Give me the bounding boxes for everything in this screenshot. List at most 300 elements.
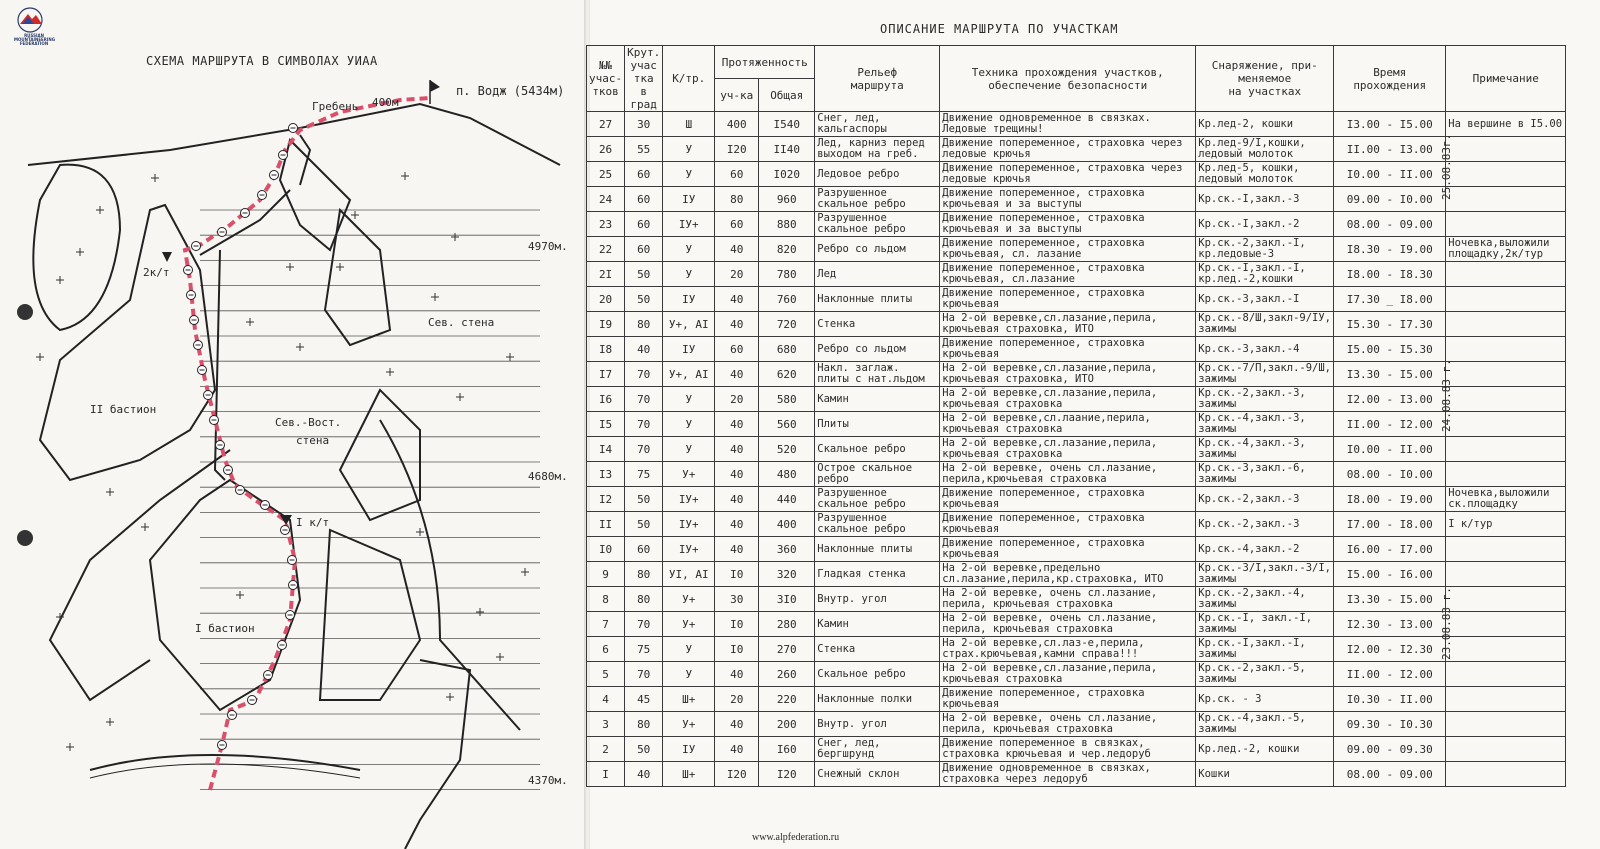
cell-section-length: 40 — [715, 712, 759, 737]
table-row — [587, 187, 1566, 212]
cell-section-length: 60 — [715, 337, 759, 362]
cell-section-number: 22 — [587, 237, 625, 262]
cell-steepness: 60 — [625, 237, 663, 262]
cell-note — [1446, 262, 1566, 287]
cell-time: I8.00 - I9.00 — [1334, 487, 1446, 512]
header-length: Протяженность — [715, 46, 815, 79]
bastion-1-label: I бастион — [195, 622, 255, 635]
cell-relief: Скальное ребро — [815, 437, 940, 462]
cell-gear: Кошки — [1196, 762, 1334, 787]
cell-technique: Движение попеременное, страховка крючьевая — [940, 687, 1196, 712]
cell-note — [1446, 637, 1566, 662]
cell-section-number: 26 — [587, 137, 625, 162]
elevation-4970: 4970м. — [528, 240, 568, 253]
cell-technique: Движение попеременное, страховка крючьевая — [940, 512, 1196, 537]
peak-label: п. Водж (5434м) — [456, 84, 565, 98]
cell-note — [1446, 437, 1566, 462]
cell-technique: На 2-ой веревке,сл.лаание,перила, крючьевая страховка — [940, 412, 1196, 437]
cell-category: У — [663, 262, 715, 287]
header-time: Время прохождения — [1334, 46, 1446, 112]
cell-category: У+ — [663, 462, 715, 487]
cell-steepness: 80 — [625, 712, 663, 737]
cell-total-length: 270 — [759, 637, 815, 662]
cell-time: I5.00 - I5.30 — [1334, 337, 1446, 362]
cell-steepness: 50 — [625, 737, 663, 762]
elevation-4370: 4370м. — [528, 774, 568, 787]
date-label: 24.08.83 г. — [1440, 359, 1453, 432]
cell-technique: На 2-ой веревке,сл.лазание,перила, крючьевая страховка, ИТО — [940, 362, 1196, 387]
cell-section-number: I6 — [587, 387, 625, 412]
cell-category: IУ — [663, 187, 715, 212]
cell-steepness: 70 — [625, 412, 663, 437]
table-row — [587, 487, 1566, 512]
cell-technique: На 2-ой веревке, очень сл.лазание, перила, крючьевая страховка — [940, 587, 1196, 612]
cell-section-length: I20 — [715, 762, 759, 787]
cell-note — [1446, 387, 1566, 412]
cell-relief: Стенка — [815, 637, 940, 662]
table-row — [587, 537, 1566, 562]
cell-relief: Разрушенное скальное ребро — [815, 187, 940, 212]
cell-category: IУ — [663, 737, 715, 762]
cell-gear: Кр.лед.-2, кошки — [1196, 737, 1334, 762]
cell-section-number: 7 — [587, 612, 625, 637]
cell-gear: Кр.ск. - 3 — [1196, 687, 1334, 712]
cell-section-number: I8 — [587, 337, 625, 362]
cell-relief: Камин — [815, 612, 940, 637]
cell-relief: Наклонные полки — [815, 687, 940, 712]
cell-total-length: I020 — [759, 162, 815, 187]
cell-relief: Разрушенное скальное ребро — [815, 487, 940, 512]
cell-gear: Кр.ск.-2,закл.-3 — [1196, 512, 1334, 537]
cell-section-number: 24 — [587, 187, 625, 212]
cell-note — [1446, 762, 1566, 787]
cell-time: 08.00 - I0.00 — [1334, 462, 1446, 487]
scheme-title: СХЕМА МАРШРУТА В СИМВОЛАХ УИАА — [146, 54, 378, 68]
cell-steepness: 40 — [625, 337, 663, 362]
cell-relief: Гладкая стенка — [815, 562, 940, 587]
cell-section-length: 400 — [715, 112, 759, 137]
table-row — [587, 112, 1566, 137]
cell-technique: Движение попеременное, страховка через ледовые крючья — [940, 137, 1196, 162]
cell-gear: Кр.ск.-4,закл.-3, зажимы — [1196, 437, 1334, 462]
cell-technique: На 2-ой веревке, очень сл.лазание, перила, крючьевая страховка — [940, 612, 1196, 637]
cell-section-number: 8 — [587, 587, 625, 612]
cell-total-length: 440 — [759, 487, 815, 512]
cell-steepness: 60 — [625, 162, 663, 187]
cell-note — [1446, 712, 1566, 737]
cell-steepness: 60 — [625, 537, 663, 562]
cell-total-length: 220 — [759, 687, 815, 712]
header-length-total: Общая — [759, 79, 815, 112]
cell-section-length: 40 — [715, 737, 759, 762]
footer-url: www.alpfederation.ru — [752, 832, 840, 843]
cell-section-number: I9 — [587, 312, 625, 337]
cell-steepness: 70 — [625, 612, 663, 637]
cell-steepness: 70 — [625, 387, 663, 412]
cell-steepness: 45 — [625, 687, 663, 712]
cell-time: 09.30 - I0.30 — [1334, 712, 1446, 737]
cell-total-length: 760 — [759, 287, 815, 312]
cell-technique: На 2-ой веревке, очень сл.лазание, перила,крючьевая страховка — [940, 462, 1196, 487]
cell-time: 08.00 - 09.00 — [1334, 212, 1446, 237]
cell-category: У — [663, 387, 715, 412]
cell-time: 09.00 - 09.30 — [1334, 737, 1446, 762]
description-title: ОПИСАНИЕ МАРШРУТА ПО УЧАСТКАМ — [880, 22, 1119, 36]
cell-category: У — [663, 437, 715, 462]
cell-steepness: 60 — [625, 187, 663, 212]
cell-time: I3.30 - I5.00 — [1334, 362, 1446, 387]
cell-section-number: I0 — [587, 537, 625, 562]
elevation-4680: 4680м. — [528, 470, 568, 483]
cell-total-length: II40 — [759, 137, 815, 162]
cell-total-length: 400 — [759, 512, 815, 537]
cell-gear: Кр.ск.-I,закл.-I, зажимы — [1196, 637, 1334, 662]
cell-steepness: 75 — [625, 462, 663, 487]
cell-steepness: 80 — [625, 562, 663, 587]
cell-section-length: 40 — [715, 287, 759, 312]
cell-section-length: 80 — [715, 187, 759, 212]
cell-technique: На 2-ой веревке,сл.лазание,перила, крючьевая страховка — [940, 662, 1196, 687]
cell-total-length: 480 — [759, 462, 815, 487]
cell-note — [1446, 687, 1566, 712]
cell-gear: Кр.ск.-2,закл.-5, зажимы — [1196, 662, 1334, 687]
cell-section-number: 3 — [587, 712, 625, 737]
header-length-section: уч-ка — [715, 79, 759, 112]
header-gear: Снаряжение, при- меняемое на участках — [1196, 46, 1334, 112]
north-wall-label: Сев. стена — [428, 316, 495, 329]
cell-total-length: 560 — [759, 412, 815, 437]
cell-relief: Внутр. угол — [815, 587, 940, 612]
cell-technique: На 2-ой веревке,сл.лазание,перила, крючьевая страховка — [940, 437, 1196, 462]
cell-section-length: 40 — [715, 312, 759, 337]
cell-section-number: I2 — [587, 487, 625, 512]
cell-gear: Кр.ск.-2,закл.-4, зажимы — [1196, 587, 1334, 612]
cell-total-length: 580 — [759, 387, 815, 412]
cell-category: У — [663, 637, 715, 662]
table-row — [587, 512, 1566, 537]
cell-note — [1446, 162, 1566, 187]
cell-note: I к/тур — [1446, 512, 1566, 537]
cell-section-number: 5 — [587, 662, 625, 687]
cell-category: У — [663, 412, 715, 437]
cell-note — [1446, 312, 1566, 337]
cell-section-length: 20 — [715, 262, 759, 287]
cell-category: УI, АI — [663, 562, 715, 587]
cell-section-number: 27 — [587, 112, 625, 137]
table-row — [587, 137, 1566, 162]
cell-note — [1446, 287, 1566, 312]
table-row — [587, 737, 1566, 762]
cell-technique: Движение попеременное, страховка крючьевая — [940, 537, 1196, 562]
cell-note: На вершине в I5.00 — [1446, 112, 1566, 137]
cell-gear: Кр.ск.-I,закл.-2 — [1196, 212, 1334, 237]
cell-steepness: 50 — [625, 262, 663, 287]
cell-total-length: 820 — [759, 237, 815, 262]
cell-category: IУ — [663, 287, 715, 312]
cell-section-number: 20 — [587, 287, 625, 312]
cell-relief: Разрушенное скальное ребро — [815, 212, 940, 237]
cell-note — [1446, 537, 1566, 562]
cell-total-length: 360 — [759, 537, 815, 562]
cell-note: Ночевка,выложили ск.площадку — [1446, 487, 1566, 512]
cell-total-length: 200 — [759, 712, 815, 737]
cell-time: I0.00 - II.00 — [1334, 437, 1446, 462]
cell-relief: Накл. заглаж. плиты с нат.льдом — [815, 362, 940, 387]
cell-relief: Стенка — [815, 312, 940, 337]
cell-time: I7.00 - I8.00 — [1334, 512, 1446, 537]
table-row — [587, 362, 1566, 387]
cell-steepness: 80 — [625, 587, 663, 612]
table-row — [587, 387, 1566, 412]
cell-section-length: 30 — [715, 587, 759, 612]
cell-gear: Кр.ск.-I, закл.-I, зажимы — [1196, 612, 1334, 637]
cell-note: Ночевка,выложили площадку,2к/тур — [1446, 237, 1566, 262]
ne-wall-label-2: стена — [296, 434, 330, 447]
cell-gear: Кр.ск.-4,закл.-5, зажимы — [1196, 712, 1334, 737]
cell-section-length: 20 — [715, 687, 759, 712]
cell-gear: Кр.ск.-7/П,закл.-9/Ш, зажимы — [1196, 362, 1334, 387]
ridge-label: Гребень — [312, 100, 359, 113]
cell-relief: Лед, карниз перед выходом на греб. — [815, 137, 940, 162]
ne-wall-label: Сев.-Вост. — [275, 416, 342, 429]
cell-category: У+ — [663, 612, 715, 637]
cell-section-number: 2 — [587, 737, 625, 762]
cell-total-length: 720 — [759, 312, 815, 337]
cell-technique: На 2-ой веревке,предельно сл.лазание,перила,кр.страховка, ИТО — [940, 562, 1196, 587]
header-technique: Техника прохождения участков, обеспечение безопасности — [940, 46, 1196, 112]
cell-gear: Кр.ск.-3,закл.-I — [1196, 287, 1334, 312]
cell-section-number: I5 — [587, 412, 625, 437]
scheme-page — [0, 0, 586, 849]
cell-gear: Кр.ск.-3,закл.-6, зажимы — [1196, 462, 1334, 487]
table-row — [587, 262, 1566, 287]
cell-total-length: 780 — [759, 262, 815, 287]
cell-time: II.00 - I3.00 — [1334, 137, 1446, 162]
cell-steepness: 70 — [625, 437, 663, 462]
cell-total-length: 280 — [759, 612, 815, 637]
cell-gear: Кр.ск.-2,закл.-3 — [1196, 487, 1334, 512]
cell-section-length: 40 — [715, 462, 759, 487]
cell-gear: Кр.ск.-2,закл.-3, зажимы — [1196, 387, 1334, 412]
cell-section-length: 40 — [715, 487, 759, 512]
cell-gear: Кр.лед-9/I,кошки, ледовый молоток — [1196, 137, 1334, 162]
cell-section-length: 40 — [715, 437, 759, 462]
cell-note — [1446, 137, 1566, 162]
header-steepness: Крут. учас тка в град — [625, 46, 663, 112]
cell-steepness: 80 — [625, 312, 663, 337]
cell-time: 08.00 - 09.00 — [1334, 762, 1446, 787]
cell-technique: Движение попеременное, страховка крючьевая, сл. лазание — [940, 237, 1196, 262]
cell-time: I8.30 - I9.00 — [1334, 237, 1446, 262]
cell-note — [1446, 587, 1566, 612]
table-row — [587, 412, 1566, 437]
cell-gear: Кр.ск.-3/I,закл.-3/I, зажимы — [1196, 562, 1334, 587]
cell-relief: Наклонные плиты — [815, 287, 940, 312]
cell-time: I3.30 - I5.00 — [1334, 587, 1446, 612]
cell-category: Ш+ — [663, 762, 715, 787]
cell-category: Ш — [663, 112, 715, 137]
cell-gear: Кр.ск.-I,закл.-I, кр.лед.-2,кошки — [1196, 262, 1334, 287]
cell-category: У — [663, 137, 715, 162]
cell-gear: Кр.ск.-3,закл.-4 — [1196, 337, 1334, 362]
cell-technique: На 2-ой веревке,сл.лаз-е,перила, страх.крючьевая,камни справа!!! — [940, 637, 1196, 662]
cell-section-length: I0 — [715, 637, 759, 662]
cell-section-length: I0 — [715, 562, 759, 587]
table-row — [587, 287, 1566, 312]
cell-category: IУ+ — [663, 212, 715, 237]
cell-technique: Движение попеременное в связках, страховка крючьевая и чер.ледоруб — [940, 737, 1196, 762]
cell-section-number: II — [587, 512, 625, 537]
cell-relief: Снег, лед, бергшрунд — [815, 737, 940, 762]
table-row — [587, 637, 1566, 662]
date-label: 23.08.83 г. — [1440, 587, 1453, 660]
cell-section-length: 40 — [715, 512, 759, 537]
table-row — [587, 612, 1566, 637]
cell-time: I0.30 - II.00 — [1334, 687, 1446, 712]
cell-section-number: I — [587, 762, 625, 787]
cell-technique: Движение попеременное, страховка крючьевая, сл.лазание — [940, 262, 1196, 287]
cell-time: I0.00 - II.00 — [1334, 162, 1446, 187]
cell-gear: Кр.ск.-4,закл.-2 — [1196, 537, 1334, 562]
cell-category: У+, АI — [663, 362, 715, 387]
cell-total-length: 620 — [759, 362, 815, 387]
cell-section-number: 9 — [587, 562, 625, 587]
cell-relief: Плиты — [815, 412, 940, 437]
cell-technique: Движение попеременное, страховка крючьевая — [940, 337, 1196, 362]
cell-section-number: I4 — [587, 437, 625, 462]
cell-total-length: 520 — [759, 437, 815, 462]
cell-section-number: I3 — [587, 462, 625, 487]
cell-total-length: 320 — [759, 562, 815, 587]
cell-technique: На 2-ой веревке,сл.лазание,перила, крючьевая страховка, ИТО — [940, 312, 1196, 337]
cell-relief: Снежный склон — [815, 762, 940, 787]
cell-section-number: 2I — [587, 262, 625, 287]
cell-total-length: 260 — [759, 662, 815, 687]
cell-note — [1446, 187, 1566, 212]
table-row — [587, 462, 1566, 487]
table-row — [587, 562, 1566, 587]
table-row — [587, 662, 1566, 687]
cell-section-length: I0 — [715, 612, 759, 637]
cell-steepness: 50 — [625, 487, 663, 512]
cell-note — [1446, 412, 1566, 437]
cell-time: I2.00 - I2.30 — [1334, 637, 1446, 662]
cell-category: IУ+ — [663, 487, 715, 512]
cell-time: I6.00 - I7.00 — [1334, 537, 1446, 562]
table-row — [587, 162, 1566, 187]
route-table — [586, 45, 1566, 787]
cell-total-length: I20 — [759, 762, 815, 787]
cell-section-length: 40 — [715, 237, 759, 262]
cell-relief: Камин — [815, 387, 940, 412]
cell-relief: Снег, лед, кальгаспоры — [815, 112, 940, 137]
cell-technique: Движение попеременное, страховка крючьевая и за выступы — [940, 187, 1196, 212]
cell-time: I5.00 - I6.00 — [1334, 562, 1446, 587]
cell-note — [1446, 462, 1566, 487]
cell-section-length: 40 — [715, 537, 759, 562]
cell-relief: Ребро со льдом — [815, 337, 940, 362]
cell-section-length: I20 — [715, 137, 759, 162]
cell-time: I5.30 - I7.30 — [1334, 312, 1446, 337]
cell-note — [1446, 337, 1566, 362]
table-row — [587, 437, 1566, 462]
cell-steepness: 30 — [625, 112, 663, 137]
table-row — [587, 237, 1566, 262]
cell-steepness: 40 — [625, 762, 663, 787]
cell-section-number: 4 — [587, 687, 625, 712]
cell-section-number: 23 — [587, 212, 625, 237]
cell-time: II.00 - I2.00 — [1334, 412, 1446, 437]
cell-section-number: 6 — [587, 637, 625, 662]
header-relief: Рельеф маршрута — [815, 46, 940, 112]
cell-total-length: 3I0 — [759, 587, 815, 612]
cell-relief: Ледовое ребро — [815, 162, 940, 187]
header-note: Примечание — [1446, 46, 1566, 112]
cell-technique: Движение попеременное, страховка крючьевая — [940, 287, 1196, 312]
cell-time: I8.00 - I8.30 — [1334, 262, 1446, 287]
cell-technique: Движение попеременное, страховка крючьевая — [940, 487, 1196, 512]
bastion-2-label: II бастион — [90, 403, 157, 416]
cell-category: У+ — [663, 712, 715, 737]
cell-time: II.00 - I2.00 — [1334, 662, 1446, 687]
cell-total-length: I540 — [759, 112, 815, 137]
cell-gear: Кр.ск.-I,закл.-3 — [1196, 187, 1334, 212]
cell-relief: Внутр. угол — [815, 712, 940, 737]
cell-section-length: 40 — [715, 362, 759, 387]
cell-relief: Скальное ребро — [815, 662, 940, 687]
camp-2-label: 2к/т — [143, 266, 170, 279]
cell-relief: Острое скальное ребро — [815, 462, 940, 487]
cell-technique: Движение одновременное в связках. Ледовые трещины! — [940, 112, 1196, 137]
cell-relief: Ребро со льдом — [815, 237, 940, 262]
cell-steepness: 50 — [625, 512, 663, 537]
cell-note — [1446, 362, 1566, 387]
date-label: 25.08.83г. — [1440, 133, 1453, 200]
cell-technique: На 2-ой веревке,сл.лазание,перила, крючьевая страховка — [940, 387, 1196, 412]
table-row — [587, 312, 1566, 337]
cell-gear: Кр.лед-5, кошки, ледовый молоток — [1196, 162, 1334, 187]
cell-total-length: 960 — [759, 187, 815, 212]
cell-note — [1446, 612, 1566, 637]
table-row — [587, 337, 1566, 362]
cell-relief: Наклонные плиты — [815, 537, 940, 562]
cell-category: IУ — [663, 337, 715, 362]
table-row — [587, 712, 1566, 737]
cell-section-length: 40 — [715, 662, 759, 687]
cell-section-length: 20 — [715, 387, 759, 412]
cell-steepness: 70 — [625, 362, 663, 387]
cell-category: У — [663, 237, 715, 262]
cell-gear: Кр.ск.-8/Ш,закл-9/IУ, зажимы — [1196, 312, 1334, 337]
header-category: К/тр. — [663, 46, 715, 112]
cell-category: У — [663, 662, 715, 687]
cell-section-length: 40 — [715, 412, 759, 437]
cell-category: IУ+ — [663, 537, 715, 562]
table-row — [587, 587, 1566, 612]
ridge-length-label: 400м — [372, 96, 399, 109]
cell-steepness: 60 — [625, 212, 663, 237]
cell-total-length: I60 — [759, 737, 815, 762]
cell-category: IУ+ — [663, 512, 715, 537]
logo-org-text: RUSSIAN MOUNTAINEERING FEDERATION — [14, 33, 55, 46]
cell-time: I7.30 _ I8.00 — [1334, 287, 1446, 312]
cell-technique: Движение попеременное, страховка крючьевая и за выступы — [940, 212, 1196, 237]
cell-section-length: 60 — [715, 162, 759, 187]
cell-time: I3.00 - I5.00 — [1334, 112, 1446, 137]
cell-gear: Кр.ск.-4,закл.-3, зажимы — [1196, 412, 1334, 437]
cell-time: I2.00 - I3.00 — [1334, 387, 1446, 412]
cell-section-number: 25 — [587, 162, 625, 187]
